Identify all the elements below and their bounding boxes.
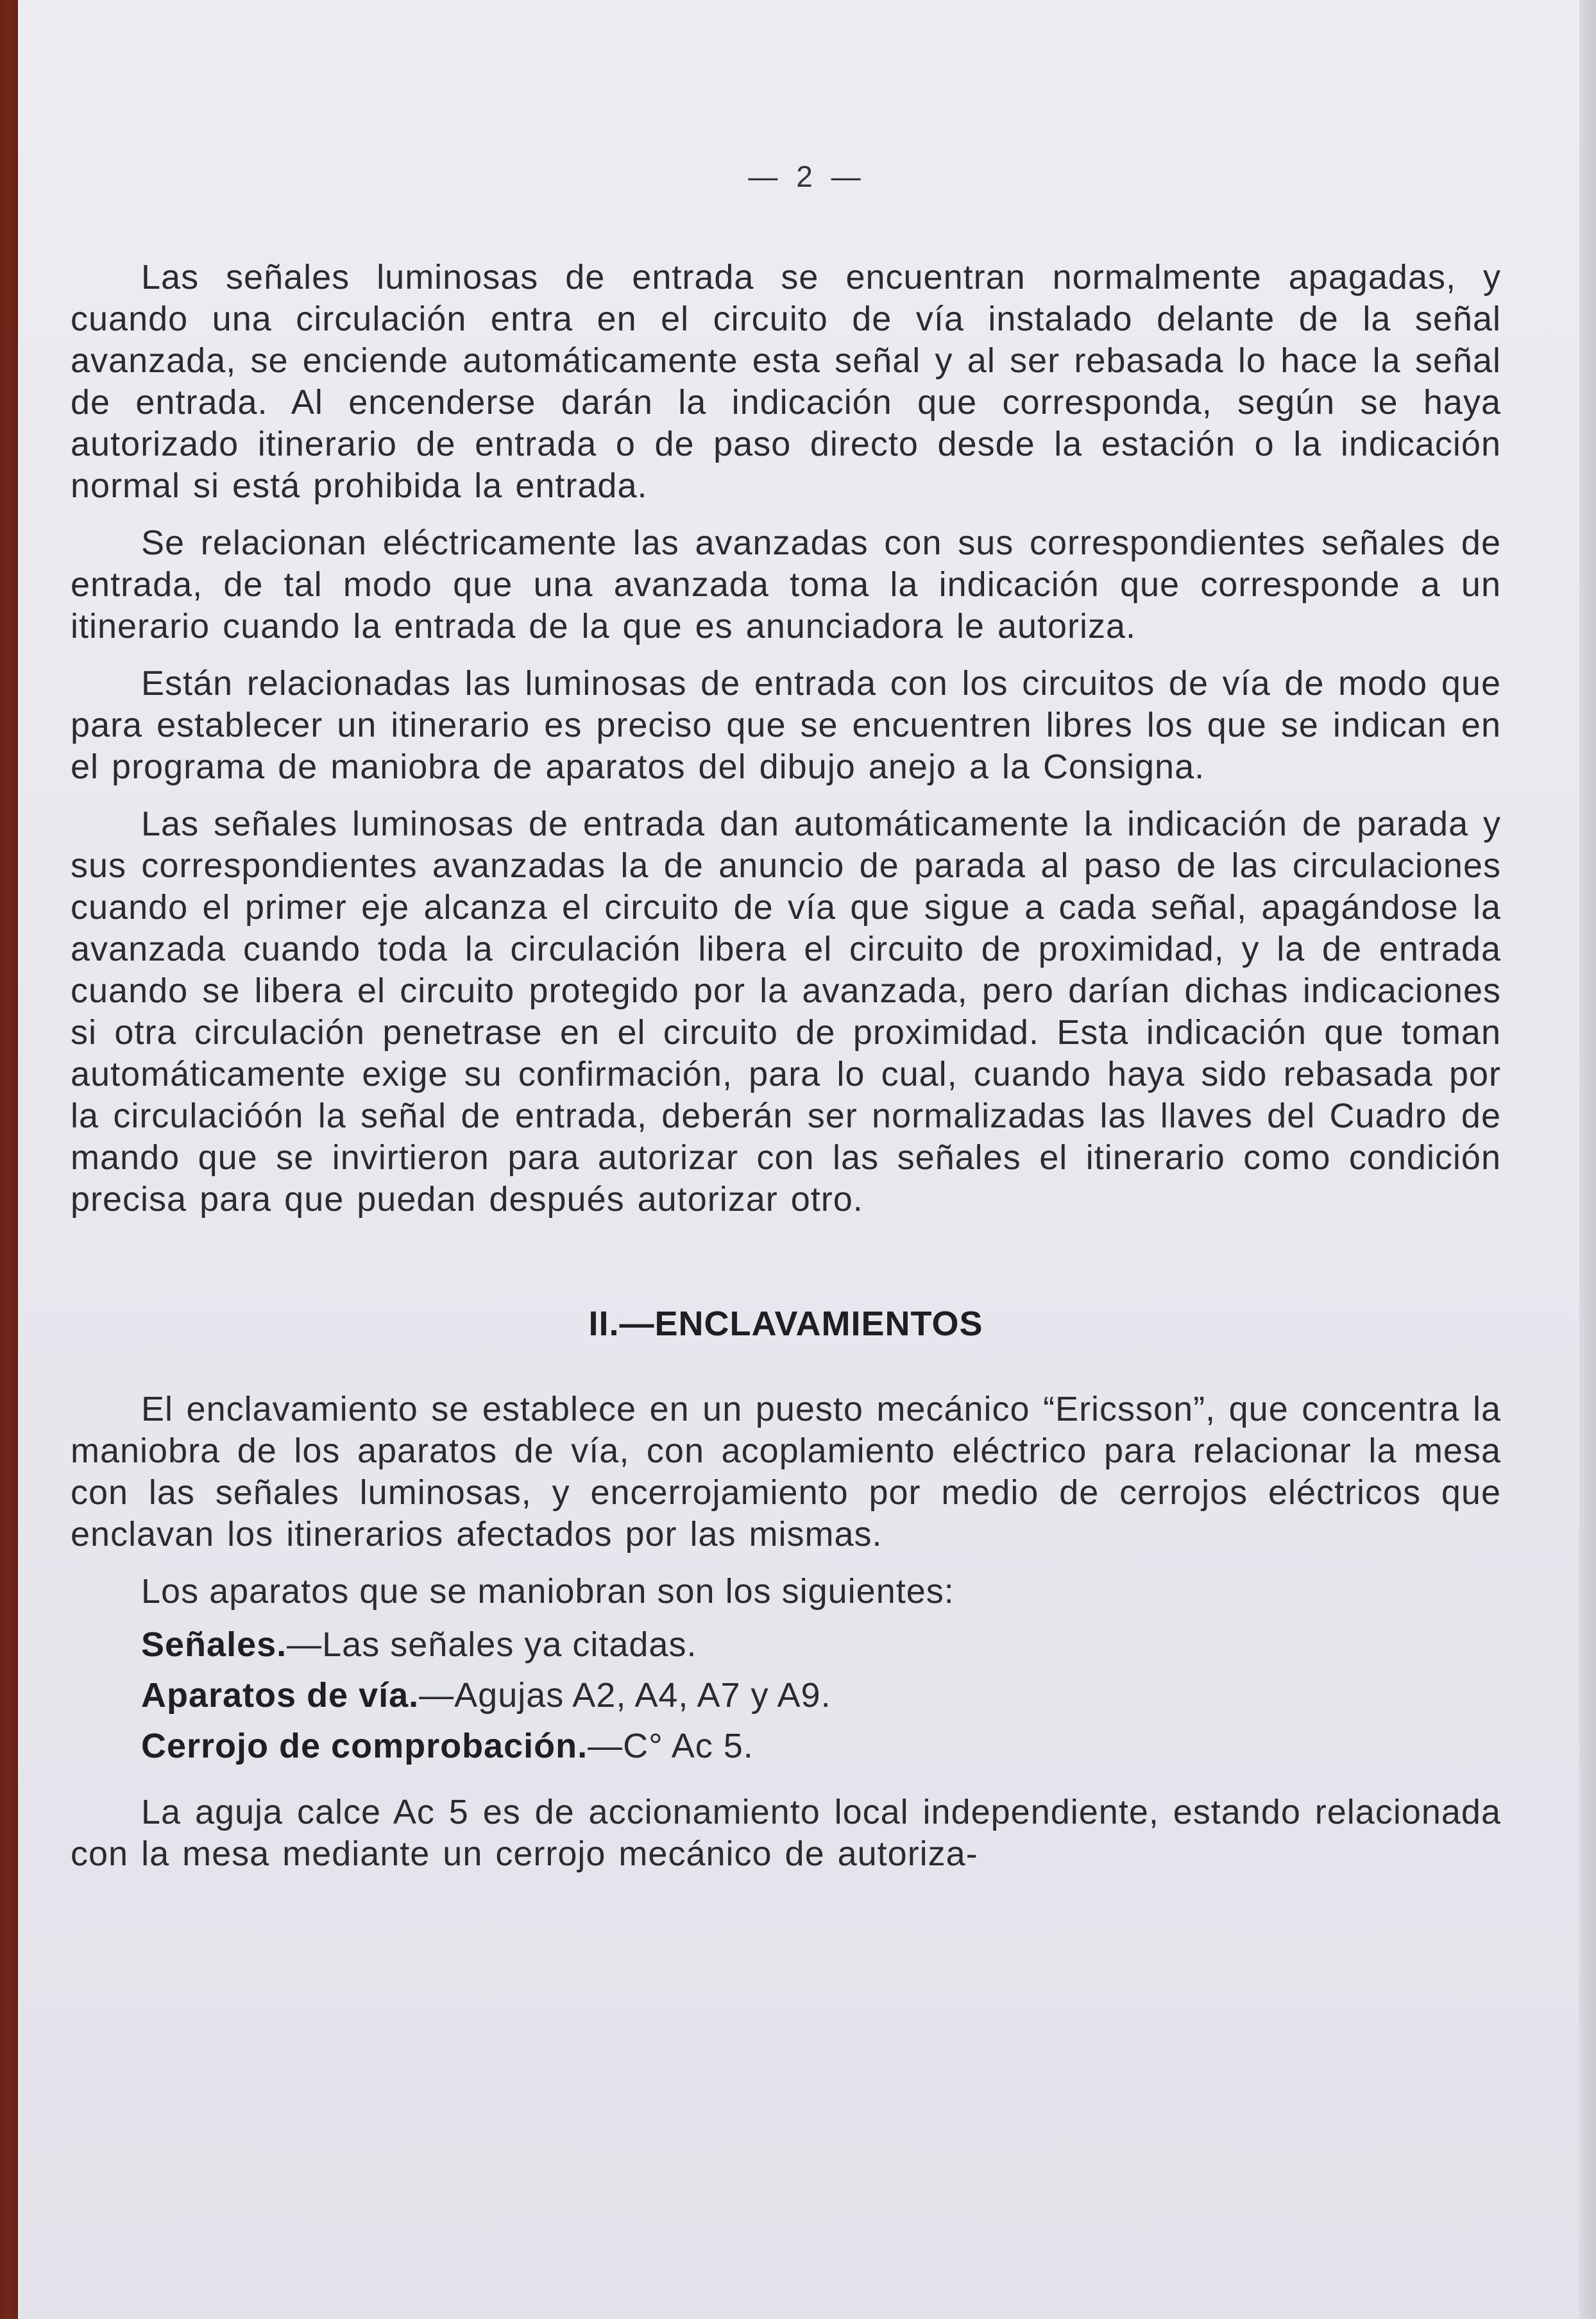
paragraph-enclavamiento: El enclavamiento se establece en un puesto mecánico “Ericsson”, que concentra la maniobra de los aparatos de vía, con acoplamiento eléctrico para relacionar la mesa con las señales luminosas, y encerrojamiento por medio de cerrojos eléctricos que enclavan los itinerarios afectados por las mismas. — [71, 1390, 1501, 1553]
item-text: —Agujas A2, A4, A7 y A9. — [419, 1676, 831, 1715]
page-number: — 2 — — [748, 160, 866, 193]
paragraph-avanzadas: Se relacionan eléctricamente las avanzadas con sus correspondientes señales de entrada, de tal modo que una avanzada toma la indicación que corresponde a un itinerario cuando la entrada de la que es anunciadora le autoriza. — [71, 524, 1501, 646]
item-label: Señales. — [141, 1625, 287, 1664]
item-label: Cerrojo de comprobación. — [141, 1727, 588, 1765]
item-label: Aparatos de vía. — [141, 1676, 420, 1715]
item-text: —Las señales ya citadas. — [287, 1625, 697, 1664]
paragraph-indicacion-parada: Las señales luminosas de entrada dan automáticamente la indicación de parada y sus correspondientes avanzadas la de anuncio de parada al paso de las circulaciones cuando el primer eje alcanza el circuito de vía que sigue a cada señal, apagándose la avanzada cuando toda la circulación libera el circuito de proximidad, y la de entrada cuando se libera el circuito protegido por la avanzada, pero darían dichas indicaciones si otra circulación penetrase en el circuito de proximidad. Esta indicación que toman automáticamente exige su confirmación, para lo cual, cuando haya sido rebasada por la circulacióón la señal de entrada, deberán ser normalizadas las llaves del Cuadro de mando que se invirtieron para autorizar con las señales el itinerario como condición precisa para que puedan después autorizar otro. — [71, 805, 1501, 1219]
paragraph-circuitos-via: Están relacionadas las luminosas de entrada con los circuitos de vía de modo que para establecer un itinerario es preciso que se encuentren libres los que se indican en el programa de maniobra de aparatos del dibujo anejo a la Consigna. — [71, 664, 1501, 786]
page-edge — [1579, 0, 1596, 2319]
list-item-aparatos-via — [71, 1675, 1501, 1716]
intro-line: Los aparatos que se maniobran son los siguientes: — [141, 1572, 955, 1611]
section-title: II.—ENCLAVAMIENTOS — [588, 1305, 983, 1343]
spacer — [71, 1776, 1501, 1792]
paragraph-senales-entrada: Las señales luminosas de entrada se encuentran normalmente apagadas, y cuando una circulación entra en el circuito de vía instalado delante de la señal avanzada, se enciende automáticamente esta señal y al ser rebasada lo hace la señal de entrada. Al encenderse darán la indicación que corresponda, según se haya autorizado itinerario de entrada o de paso directo desde la estación o la indicación normal si está prohibida la entrada. — [71, 258, 1501, 505]
list-item-senales — [71, 1624, 1501, 1666]
item-text: —C° Ac 5. — [588, 1727, 754, 1765]
page-content — [71, 257, 1501, 1890]
document-page — [18, 0, 1596, 2319]
list-item-cerrojo — [71, 1725, 1501, 1767]
paragraph-aguja-calce: La aguja calce Ac 5 es de accionamiento local independiente, estando relacionada con la mesa mediante un cerrojo mecánico de autoriza- — [71, 1793, 1501, 1873]
